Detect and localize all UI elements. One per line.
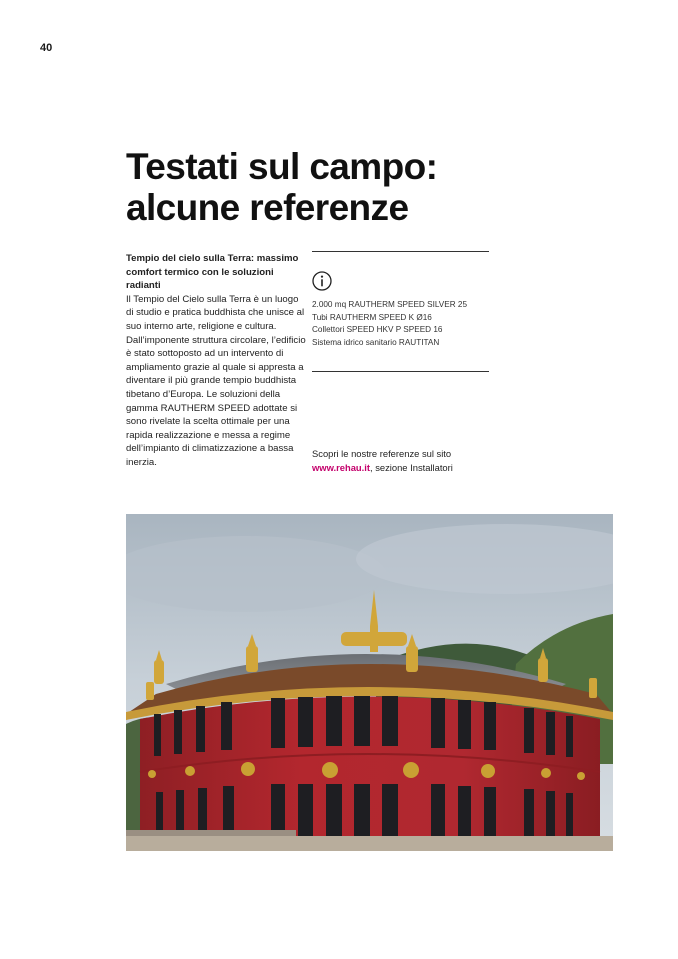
bottom-divider (312, 371, 489, 372)
reference-suffix: , sezione Installatori (370, 461, 453, 473)
info-icon (312, 271, 332, 291)
spec-item: Sistema idrico sanitario RAUTITAN (312, 337, 440, 347)
website-link[interactable]: www.rehau.it (312, 461, 370, 473)
spec-item: Tubi RAUTHERM SPEED K Ø16 (312, 312, 432, 322)
page-title (126, 146, 546, 228)
spec-item: 2.000 mq RAUTHERM SPEED SILVER 25 (312, 300, 468, 309)
page-title-line-1: Testati sul campo: (126, 146, 438, 187)
article-column (126, 252, 306, 470)
temple-photo (126, 514, 613, 851)
info-box (312, 251, 489, 372)
page-title-line-2: alcune referenze (126, 187, 409, 228)
article-subheading: Tempio del cielo sulla Terra: massimo comfort termico con le soluzioni radianti (126, 253, 299, 292)
reference-text: Scopri le nostre referenze sul sito (312, 448, 452, 459)
spec-item: Collettori SPEED HKV P SPEED 16 (312, 325, 443, 334)
spec-list (312, 299, 489, 349)
reference-note (312, 447, 512, 474)
article-body: Il Tempio del Cielo sulla Terra è un luogo di studio e pratica buddhista che unisce al suo interno arte, religione e cultura. Dall’imponente struttura circolare, l’edificio è stato sottoposto ad un intervento di ampliamento grazie al quale si appresta a diventare il più grande tempio buddhista tibetano d’Europa. Le soluzioni della gamma RAUTHERM SPEED adottate si sono rivelate la scelta ottimale per una rapida realizzazione e messa a regime dell’impianto di climatizzazione a bassa inerzia. (126, 293, 306, 468)
page-number: 40 (40, 42, 53, 54)
top-divider (312, 251, 489, 252)
